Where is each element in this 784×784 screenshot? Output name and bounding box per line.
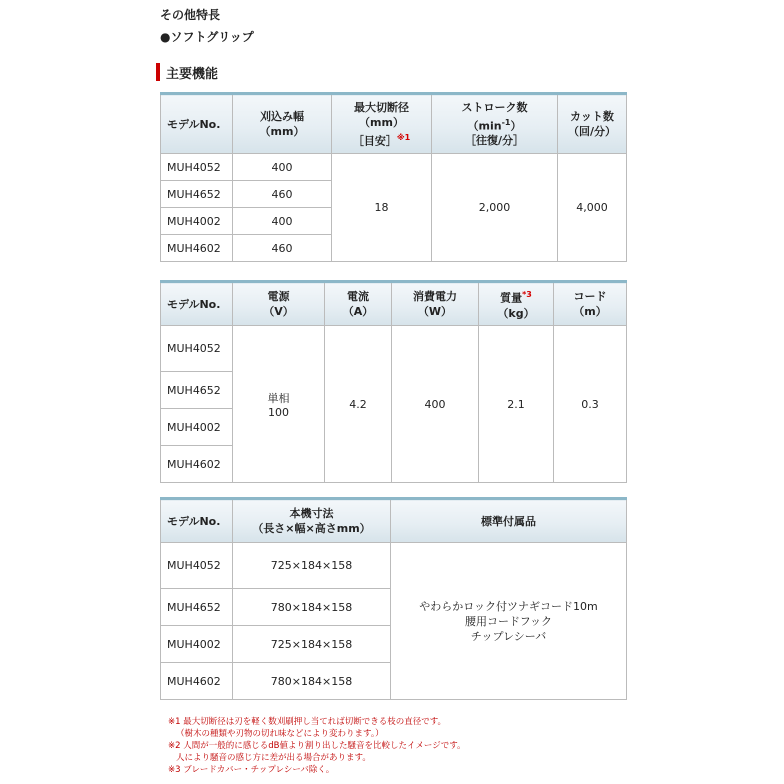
header-current: 電流 （A）: [325, 282, 392, 326]
cell-model: MUH4052: [161, 326, 233, 372]
cell-dimensions: 725×184×158: [233, 626, 391, 663]
cell-cord: 0.3: [554, 326, 627, 483]
cell-model: MUH4052: [161, 543, 233, 589]
note-marker-1: ※1: [396, 132, 411, 142]
cell-dimensions: 780×184×158: [233, 589, 391, 626]
table-row: [161, 543, 627, 589]
cell-model: MUH4602: [161, 446, 233, 483]
cell-stroke: 2,000: [432, 154, 558, 262]
note-marker-3: *3: [522, 290, 532, 300]
cell-model: MUH4652: [161, 372, 233, 409]
footnote: （樹木の種類や刃物の切れ味などにより変わります。）: [176, 729, 384, 739]
cell-width: 400: [233, 208, 332, 235]
footnote: ※1 最大切断径は刃を軽く数刈刷押し当てれば切断できる枝の直径です。: [168, 717, 447, 727]
cell-width: 400: [233, 154, 332, 181]
feature-bullet: ●ソフトグリップ: [160, 30, 254, 44]
footnote: ※3 ブレードカバー・チップレシーバ除く。: [168, 765, 335, 775]
table-row: [161, 326, 627, 372]
cell-model: MUH4652: [161, 589, 233, 626]
section-title: 主要機能: [166, 66, 219, 82]
header-accessories: 標準付属品: [391, 499, 627, 543]
cell-accessories: やわらかロック付ツナギコード10m 腰用コードフック チップレシーバ: [391, 543, 627, 700]
header-dimensions: 本機寸法 （長さ×幅×高さmm）: [233, 499, 391, 543]
header-cut-diameter: 最大切断径 （mm） ［目安］$^{※1}$: [332, 94, 432, 154]
table-row: [161, 154, 627, 181]
cell-model: MUH4002: [161, 409, 233, 446]
header-power: 電源 （V）: [233, 282, 325, 326]
header-consumption: 消費電力 （W）: [392, 282, 479, 326]
cell-mass: 2.1: [479, 326, 554, 483]
cell-dimensions: 780×184×158: [233, 663, 391, 700]
spec-table-3: [160, 497, 627, 700]
cell-dimensions: 725×184×158: [233, 543, 391, 589]
cell-current: 4.2: [325, 326, 392, 483]
cell-consumption: 400: [392, 326, 479, 483]
header-stroke: ストローク数 $(\min^{-1})$ ［往復/分］: [432, 94, 558, 154]
header-model: モデルNo.: [161, 94, 233, 154]
cell-model: MUH4652: [161, 181, 233, 208]
section-heading: [156, 62, 218, 82]
page-title: その他特長: [160, 8, 221, 22]
footnotes: [168, 716, 466, 776]
footnote: ※2 人間が一般的に感じるdB値より割り出した騒音を比較したイメージです。: [168, 741, 466, 751]
header-mass: 質量$^{*3}$ （kg）: [479, 282, 554, 326]
cell-width: 460: [233, 181, 332, 208]
cell-cuts: 4,000: [558, 154, 627, 262]
cell-model: MUH4002: [161, 208, 233, 235]
header-model: モデルNo.: [161, 282, 233, 326]
section-marker: [156, 63, 160, 81]
header-width: 刈込み幅 （mm）: [233, 94, 332, 154]
footnote: 人により騒音の感じ方に差が出る場合があります。: [176, 753, 371, 763]
header-cuts: カット数 （回/分）: [558, 94, 627, 154]
cell-model: MUH4602: [161, 663, 233, 700]
spec-table-2: [160, 280, 627, 483]
cell-model: MUH4002: [161, 626, 233, 663]
cell-cut-diameter: 18: [332, 154, 432, 262]
header-cord: コード （m）: [554, 282, 627, 326]
cell-model: MUH4602: [161, 235, 233, 262]
cell-width: 460: [233, 235, 332, 262]
cell-power: 単相 100: [233, 326, 325, 483]
spec-table-1: [160, 92, 627, 262]
cell-model: MUH4052: [161, 154, 233, 181]
header-model: モデルNo.: [161, 499, 233, 543]
